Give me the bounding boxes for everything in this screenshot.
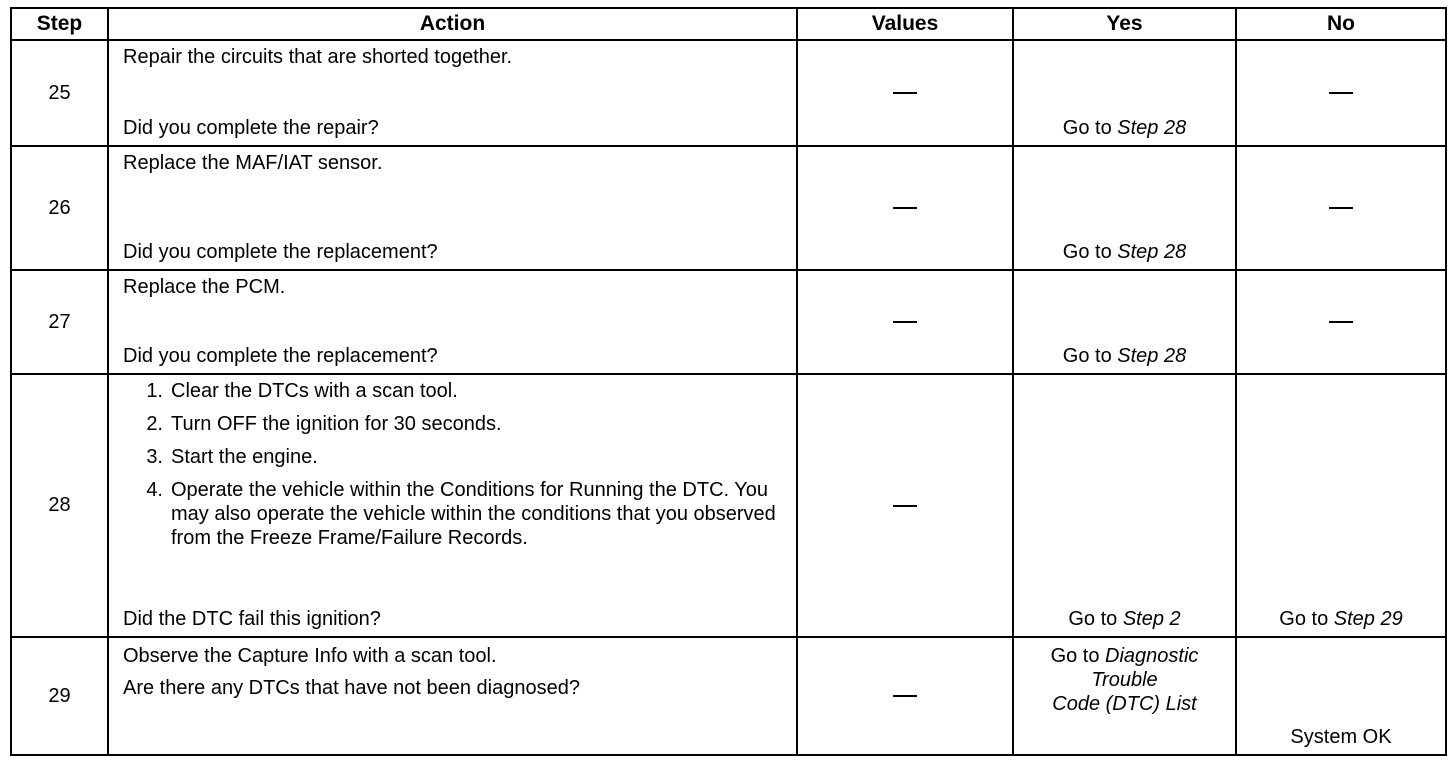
step-number: 26 [11,146,108,270]
yes-cell [1013,40,1236,146]
no-cell [1236,146,1446,270]
yes-goto[interactable]: Go to Diagnostic Trouble Code (DTC) List [1050,645,1199,715]
no-cell [1236,40,1446,146]
no-goto[interactable]: Go to Step 29 [1279,608,1403,630]
yes-goto[interactable]: Go to Step 28 [1062,345,1187,367]
values-cell [797,637,1013,755]
action-question: Did you complete the replacement? [123,345,438,367]
table-row [11,146,1446,270]
step-link[interactable]: Step 28 [1117,345,1187,367]
values-cell [797,270,1013,374]
step-number: 28 [11,374,108,637]
action-text: Replace the MAF/IAT sensor. [123,152,383,174]
dtc-list-link[interactable]: Diagnostic [1105,645,1199,667]
header-no: No [1236,8,1446,40]
table-row [11,637,1446,755]
action-cell [108,270,797,374]
table-row [11,270,1446,374]
action-cell [108,146,797,270]
dash-mark [893,207,917,209]
substep-number: 1. [146,380,163,402]
header-values: Values [797,8,1013,40]
step-number: 25 [11,40,108,146]
action-cell [108,40,797,146]
diagnostic-table [10,7,1447,756]
yes-cell [1013,637,1236,755]
list-item [123,478,786,550]
values-cell [797,40,1013,146]
action-question: Are there any DTCs that have not been diagnosed? [123,677,580,699]
dash-mark [893,695,917,697]
substep-text: Operate the vehicle within the Conditions for Running the DTC. You may also operate the vehicle within the conditions that you observed from the Freeze Frame/Failure Records. [171,479,776,549]
dash-mark [893,505,917,507]
action-cell [108,637,797,755]
values-cell [797,374,1013,637]
no-cell [1236,270,1446,374]
substep-number: 4. [146,479,163,501]
no-cell [1236,374,1446,637]
substep-text: Turn OFF the ignition for 30 seconds. [171,413,502,435]
substep-list [123,379,786,550]
substep-number: 2. [146,413,163,435]
list-item [123,412,786,436]
dash-mark [893,321,917,323]
yes-goto[interactable]: Go to Step 28 [1062,117,1187,139]
dtc-list-link[interactable]: Trouble [1091,669,1158,691]
dtc-list-link[interactable]: Code (DTC) List [1052,693,1197,715]
action-question: Did you complete the replacement? [123,241,438,263]
step-link[interactable]: Step 29 [1333,608,1403,630]
list-item [123,445,786,469]
dash-mark [1329,321,1353,323]
header-yes: Yes [1013,8,1236,40]
no-cell [1236,637,1446,755]
table-row [11,40,1446,146]
yes-goto[interactable]: Go to Step 28 [1062,241,1187,263]
step-link[interactable]: Step 2 [1122,608,1181,630]
header-row [11,8,1446,40]
step-number: 29 [11,637,108,755]
yes-cell [1013,270,1236,374]
substep-text: Start the engine. [171,446,318,468]
action-text: Observe the Capture Info with a scan tool. [123,645,497,667]
header-action: Action [108,8,797,40]
dash-mark [1329,207,1353,209]
substep-text: Clear the DTCs with a scan tool. [171,380,458,402]
list-item [123,379,786,403]
action-text: Replace the PCM. [123,276,286,298]
substep-number: 3. [146,446,163,468]
yes-cell [1013,374,1236,637]
values-cell [797,146,1013,270]
yes-cell [1013,146,1236,270]
step-number: 27 [11,270,108,374]
header-step: Step [11,8,108,40]
yes-goto[interactable]: Go to Step 2 [1068,608,1181,630]
dash-mark [893,92,917,94]
step-link[interactable]: Step 28 [1117,117,1187,139]
action-question: Did you complete the repair? [123,117,379,139]
action-text: Repair the circuits that are shorted together. [123,46,513,68]
step-link[interactable]: Step 28 [1117,241,1187,263]
action-cell [108,374,797,637]
dash-mark [1329,92,1353,94]
action-question: Did the DTC fail this ignition? [123,608,381,630]
system-ok-text: System OK [1290,726,1392,748]
table-row [11,374,1446,637]
